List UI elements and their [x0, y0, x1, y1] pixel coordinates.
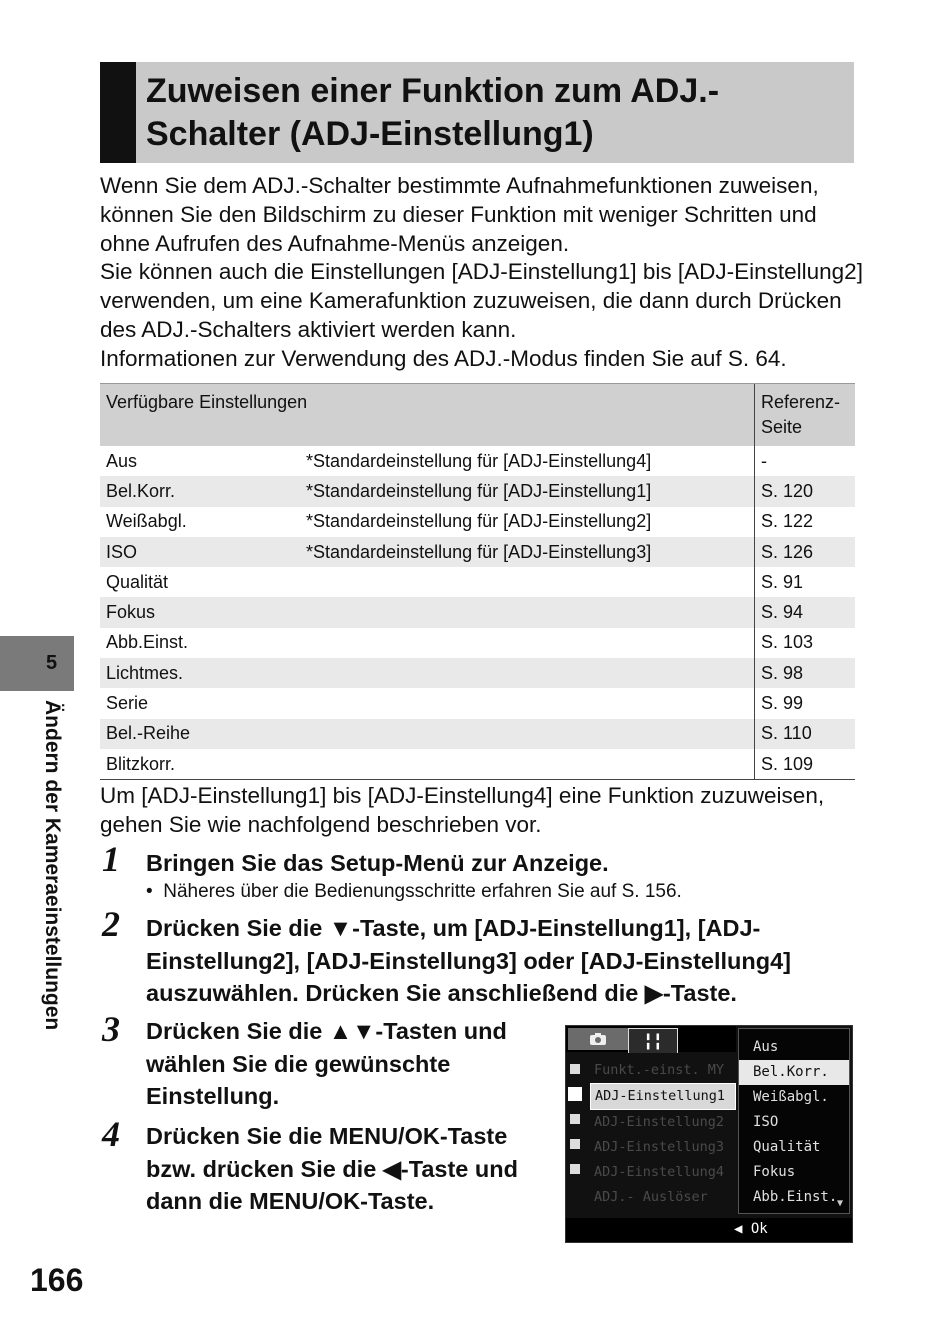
chapter-title: Ändern der Kameraeinstellungen — [41, 700, 64, 1031]
step-4-text — [146, 1120, 546, 1218]
heading-bar — [100, 62, 136, 163]
table-row — [100, 719, 855, 749]
reference-page-cell: - — [755, 446, 856, 476]
up-down-arrow-icon: ▲▼ — [328, 1018, 376, 1044]
table-row — [100, 567, 855, 597]
reference-page-cell: S. 99 — [755, 688, 856, 718]
setting-note-cell: *Standardeinstellung für [ADJ-Einstellung2] — [306, 511, 652, 532]
setting-note-cell — [300, 658, 755, 688]
page-title — [146, 70, 846, 156]
step-3-part-b: -Tasten und wählen Sie die gewünschte Einstellung. — [146, 1018, 507, 1109]
setting-name-cell: Qualität — [106, 571, 169, 592]
right-arrow-icon: ▶ — [644, 980, 663, 1006]
camera-screen — [565, 1025, 853, 1243]
table-row — [100, 628, 855, 658]
setup-icon: ╏╏ — [643, 1031, 663, 1051]
table-row — [100, 688, 855, 718]
setting-note-cell — [300, 567, 755, 597]
setting-note-cell — [300, 749, 755, 780]
camera-option-selected: Bel.Korr. — [739, 1060, 849, 1085]
title-line-2: Schalter (ADJ-Einstellung1) — [146, 115, 594, 153]
step-number-4: 4 — [102, 1114, 120, 1154]
camera-option: Abb.Einst. — [753, 1189, 838, 1205]
step-1-bullet-text: Näheres über die Bedienungsschritte erfahren Sie auf S. 156. — [163, 881, 682, 902]
step-2-part-b: -Taste, um [ADJ-Einstellung1], [ADJ-Einstellung2], [ADJ-Einstellung3] oder [ADJ-Einstellung4] auszuwählen. Drücken Sie anschließend die — [146, 915, 791, 1006]
camera-menu-item: Funkt.-einst. MY — [594, 1062, 725, 1078]
step-4-part-a: Drücken Sie die MENU/OK-Taste bzw. drücken Sie die — [146, 1123, 508, 1182]
camera-menu-list — [590, 1058, 736, 1210]
camera-option: ISO — [753, 1114, 779, 1130]
page-square-icon — [570, 1139, 580, 1149]
camera-icon — [589, 1032, 607, 1046]
setting-name-cell: Bel.Korr. — [100, 476, 300, 506]
table-row — [100, 537, 855, 567]
reference-page-cell: S. 110 — [755, 719, 856, 749]
reference-page-cell: S. 94 — [755, 597, 856, 627]
setting-name-cell: Fokus — [100, 597, 300, 627]
intro-paragraph-2: Sie können auch die Einstellungen [ADJ-Einstellung1] bis [ADJ-Einstellung2] verwenden, um eine Kamerafunktion zuzuweisen, die dann durch Drücken des ADJ.-Schalters aktiviert werden kann. — [100, 259, 863, 342]
section-heading — [100, 62, 854, 163]
step-number-2: 2 — [102, 904, 120, 944]
reference-page-cell: S. 126 — [755, 537, 856, 567]
camera-menu-item: ADJ-Einstellung4 — [594, 1164, 725, 1180]
setting-note-cell — [300, 719, 755, 749]
step-2-text — [146, 912, 856, 1010]
header-settings: Verfügbare Einstellungen — [100, 384, 755, 447]
left-arrow-icon: ◀ — [382, 1155, 401, 1182]
reference-page-cell: S. 98 — [755, 658, 856, 688]
page-square-icon — [570, 1064, 580, 1074]
page-square-icon — [570, 1164, 580, 1174]
setting-name-cell: Bel.-Reihe — [100, 719, 300, 749]
step-1-text: Bringen Sie das Setup-Menü zur Anzeige. — [146, 850, 609, 876]
setting-name-cell: Blitzkorr. — [100, 749, 300, 780]
camera-tab — [568, 1028, 628, 1050]
camera-menu-item: ADJ.- Auslöser — [594, 1189, 708, 1205]
setup-tab — [628, 1028, 678, 1053]
setting-name-cell: Abb.Einst. — [106, 632, 189, 653]
setting-name-cell: Aus — [106, 450, 138, 471]
setting-note-cell: *Standardeinstellung für [ADJ-Einstellung1] — [300, 476, 755, 506]
reference-page-cell: S. 122 — [755, 507, 856, 537]
camera-menu-item-selected: ADJ-Einstellung1 — [590, 1083, 736, 1110]
camera-ok-hint: ◀ Ok — [734, 1221, 768, 1237]
setting-note-cell: *Standardeinstellung für [ADJ-Einstellung4] — [306, 450, 652, 471]
camera-menu-item: ADJ-Einstellung3 — [594, 1139, 725, 1155]
setting-name-cell: Serie — [106, 693, 149, 714]
scroll-down-icon: ▼ — [836, 1198, 843, 1209]
page-number: 166 — [30, 1262, 84, 1298]
page-square-icon — [570, 1089, 580, 1099]
title-line-1: Zuweisen einer Funktion zum ADJ.- — [146, 72, 720, 110]
camera-option: Qualität — [753, 1139, 821, 1155]
reference-page-cell: S. 103 — [755, 628, 856, 658]
table-row — [100, 507, 855, 537]
table-row — [100, 446, 855, 476]
header-ref-line-2: Seite — [761, 417, 803, 437]
chapter-tab — [0, 636, 74, 691]
setting-name-cell: ISO — [100, 537, 300, 567]
setting-note-cell — [300, 688, 755, 718]
camera-menu-item: ADJ-Einstellung2 — [594, 1114, 725, 1130]
step-4-part-b: -Taste und dann die MENU/OK-Taste. — [146, 1155, 518, 1214]
setting-name-cell: Lichtmes. — [100, 658, 300, 688]
reference-page-cell: S. 109 — [755, 749, 856, 780]
step-2-part-c: -Taste. — [662, 980, 737, 1006]
intro-paragraph-1: Wenn Sie dem ADJ.-Schalter bestimmte Aufnahmefunktionen zuweisen, können Sie den Bildschirm zu dieser Funktion mit weniger Schritten und ohne Aufrufen des Aufnahme-Menüs anzeigen. — [100, 173, 819, 256]
table-row — [100, 476, 855, 506]
table-row — [100, 597, 855, 627]
step-1-bullet: • Näheres über die Bedienungsschritte erfahren Sie auf S. 156. — [146, 881, 682, 902]
down-arrow-icon: ▼ — [328, 915, 353, 941]
step-3-part-a: Drücken Sie die — [146, 1018, 329, 1044]
camera-option: Fokus — [753, 1164, 796, 1180]
step-2-part-a: Drücken Sie die — [146, 915, 329, 941]
step-number-3: 3 — [102, 1009, 120, 1049]
settings-table — [100, 383, 855, 780]
header-ref-line-1: Referenz- — [761, 392, 841, 412]
step-number-1: 1 — [102, 839, 120, 879]
setting-note-cell — [300, 628, 755, 658]
camera-bottom-bar — [566, 1218, 852, 1242]
reference-page-cell: S. 91 — [755, 567, 856, 597]
camera-options-list — [738, 1028, 850, 1214]
table-row — [100, 749, 855, 780]
intro-paragraph-3: Informationen zur Verwendung des ADJ.-Modus finden Sie auf S. 64. — [100, 345, 787, 371]
setting-note-cell: *Standardeinstellung für [ADJ-Einstellung3] — [300, 537, 755, 567]
table-row — [100, 658, 855, 688]
reference-page-cell: S. 120 — [755, 476, 856, 506]
table-header-row — [100, 384, 855, 447]
intro-text — [100, 172, 870, 374]
camera-tab-bar — [566, 1026, 736, 1052]
camera-page-icons — [570, 1064, 584, 1189]
instruction-intro: Um [ADJ-Einstellung1] bis [ADJ-Einstellung4] eine Funktion zuzuweisen, gehen Sie wie nachfolgend beschrieben vor. — [100, 783, 825, 837]
camera-option: Aus — [753, 1039, 779, 1055]
chapter-number: 5 — [46, 652, 58, 674]
setting-note-cell — [300, 597, 755, 627]
page-square-icon — [570, 1114, 580, 1124]
step-3-text — [146, 1015, 536, 1113]
header-reference — [755, 384, 856, 447]
camera-option: Weißabgl. — [753, 1089, 829, 1105]
setting-name-cell: Weißabgl. — [106, 511, 187, 532]
